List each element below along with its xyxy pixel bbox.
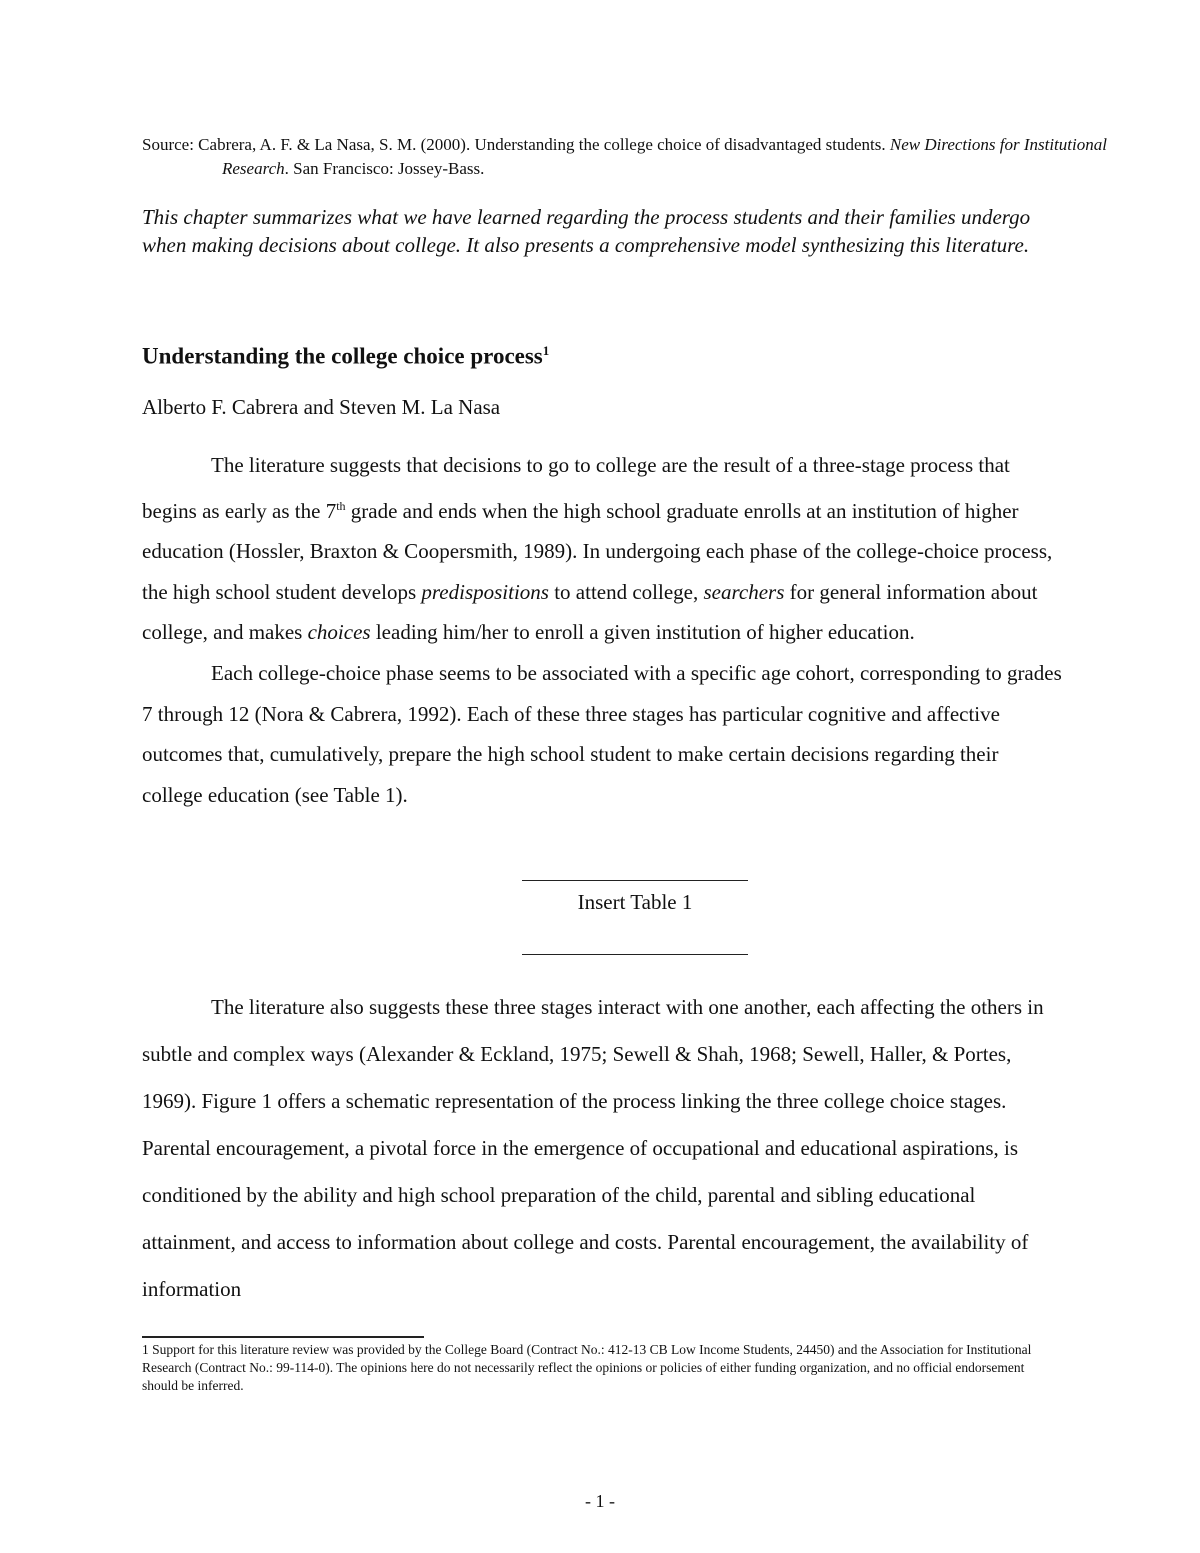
- footnote: 1 Support for this literature review was provided by the College Board (Contract No.: 412-13 CB Low Income Students, 24450) and the Association for Institutional Research (Contract No.: 99-114-0). The opinions here do not necessarily reflect the opinions or policies of either funding organization, and no official endorsement should be inferred.: [142, 1342, 1032, 1393]
- insert-table-rule-top: [522, 880, 748, 881]
- paragraph-1-text-e: leading him/her to enroll a given institution of higher education.: [370, 620, 915, 645]
- paragraph-1: [142, 445, 1062, 653]
- page-number: - 1 -: [585, 1491, 615, 1511]
- section-title-text: Understanding the college choice process: [142, 343, 543, 369]
- paragraph-1-text-b: grade and ends when the high school graduate enrolls at an institution of higher education (Hossler, Braxton & Coopersmith, 1989). In undergoing each phase of the college-choice process, the high school student develops: [142, 498, 1053, 604]
- source-suffix: . San Francisco: Jossey-Bass.: [284, 159, 485, 178]
- insert-table-label: Insert Table 1: [577, 890, 693, 914]
- paragraph-1-emphasis-predispositions: predispositions: [421, 579, 549, 604]
- source-citation: [142, 133, 1142, 181]
- paragraph-1-superscript: th: [336, 498, 346, 513]
- insert-table-rule-bottom: [522, 954, 748, 955]
- source-prefix: Source: Cabrera, A. F. & La Nasa, S. M. (2000). Understanding the college choice of disadvantaged students.: [142, 135, 890, 154]
- paragraph-1-emphasis-searchers: searchers: [703, 579, 785, 604]
- paragraph-1-text-a: The literature suggests that decisions to go to college are the result of a three-stage process that begins as early as the 7: [142, 453, 1010, 523]
- paragraph-2: Each college-choice phase seems to be associated with a specific age cohort, corresponding to grades 7 through 12 (Nora & Cabrera, 1992). Each of these three stages has particular cognitive and affective outcomes that, cumulatively, prepare the high school student to make certain decisions regarding their college education (see Table 1).: [142, 660, 1062, 807]
- source-journal: New Directions for Institutional Research: [222, 135, 1107, 178]
- paragraph-1-emphasis-choices: choices: [307, 620, 371, 645]
- body-paragraphs-1: [142, 445, 1062, 815]
- title-footnote-marker: 1: [542, 343, 550, 358]
- paragraph-3: The literature also suggests these three stages interact with one another, each affecting the others in subtle and complex ways (Alexander & Eckland, 1975; Sewell & Shah, 1968; Sewell, Haller, & Portes, 1969). Figure 1 offers a schematic representation of the process linking the three college choice stages. Parental encouragement, a pivotal force in the emergence of occupational and educational aspirations, is conditioned by the ability and high school preparation of the child, parental and sibling educational attainment, and access to information about college and costs. Parental encouragement, the availability of information: [142, 995, 1044, 1301]
- section-title: [142, 336, 549, 372]
- paragraph-1-text-c: to attend college,: [548, 579, 704, 604]
- footnote-separator: [142, 1336, 424, 1338]
- chapter-abstract: This chapter summarizes what we have learned regarding the process students and their families undergo when making decisions about college. It also presents a comprehensive model synthesizing this literature.: [142, 205, 1031, 257]
- authors: Alberto F. Cabrera and Steven M. La Nasa: [142, 395, 501, 419]
- body-paragraphs-2: [142, 984, 1062, 1313]
- paragraph-1-text-d: for general information about college, and makes: [142, 579, 1038, 645]
